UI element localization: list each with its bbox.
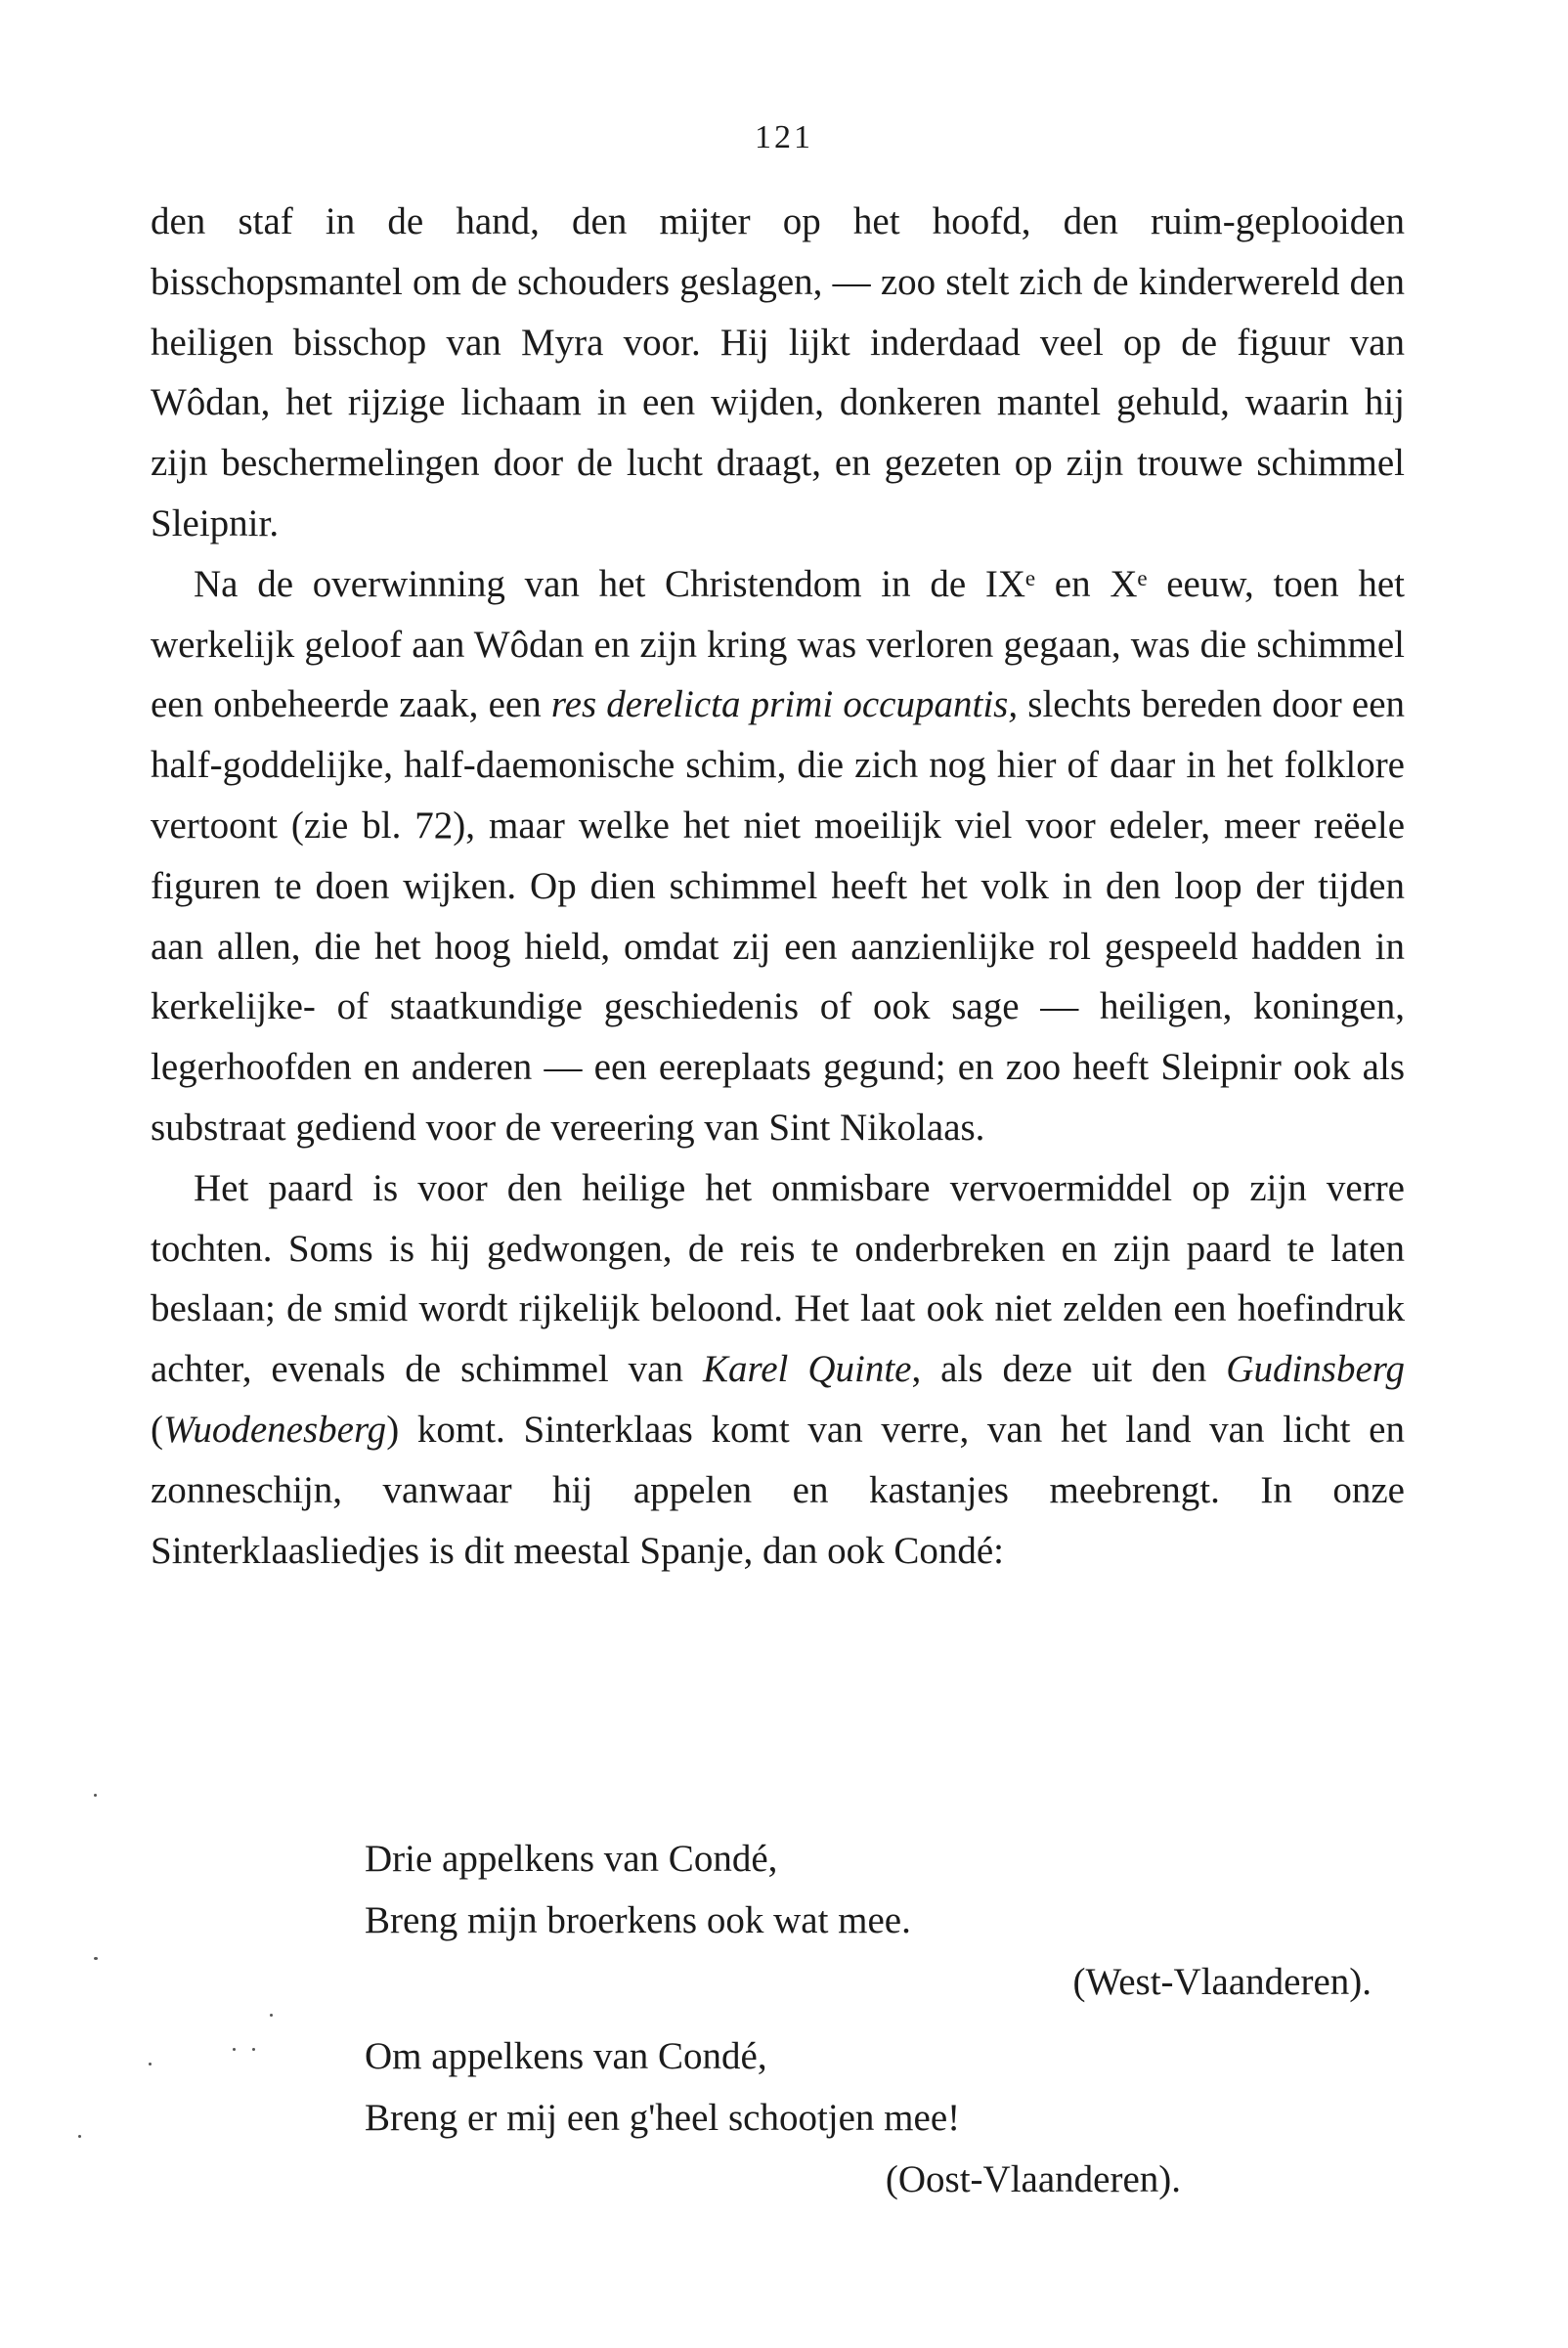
scan-speck <box>78 2135 81 2138</box>
name-karel-quinte: Karel Quinte <box>702 1348 912 1391</box>
name-wuodenesberg: Wuodenesberg <box>163 1408 387 1451</box>
paragraph-3-mid: , als deze uit den <box>911 1348 1227 1391</box>
verse-source: (Oost-Vlaanderen). <box>885 2158 1181 2200</box>
paragraph-2-start: Na de overwinning van het Christendom in de IXᵉ en Xᵉ eeuw, toen het werkelijk geloof aan Wôdan en zijn kring was verloren gegaan, was die schimmel een onbeheerde zaak, een <box>151 562 1405 726</box>
page-number: 121 <box>755 119 813 155</box>
body-text <box>151 192 1405 1581</box>
latin-phrase: res derelicta primi occupantis, <box>550 683 1019 726</box>
paragraph-3-end: komt. Sinterklaas komt van verre, van het land van licht en zonneschijn, vanwaar hij appelen en kastanjes meebrengt. In onze Sinterklaasliedjes is dit meestal Spanje, dan ook Condé: <box>151 1408 1405 1572</box>
paragraph-3-start: Het paard is voor den heilige het onmisbare vervoermiddel op zijn verre tochten. Soms is hij gedwongen, de reis te onderbreken en zijn paard te laten beslaan; de smid wordt rijkelijk beloond. Het laat ook niet zelden een hoefindruk achter, evenals de schimmel van <box>151 1166 1405 1391</box>
scan-speck <box>270 2014 273 2017</box>
paragraph-1: den staf in de hand, den mijter op het hoofd, den ruim-geplooiden bisschopsmantel om de schouders geslagen, — zoo stelt zich de kinderwereld den heiligen bisschop van Myra voor. Hij lijkt inderdaad veel op de figuur van Wôdan, het rijzige lichaam in een wijden, donkeren mantel gehuld, waarin hij zijn beschermelingen door de lucht draagt, en gezeten op zijn trouwe schimmel Sleipnir. <box>151 200 1405 544</box>
paragraph-2 <box>151 554 1405 1158</box>
paren-open: ( <box>151 1408 163 1451</box>
paragraph-3 <box>151 1158 1405 1582</box>
verse-oost-vlaanderen <box>365 2025 1401 2210</box>
name-gudinsberg: Gudinsberg <box>1226 1348 1405 1391</box>
verse-line: Drie appelkens van Condé, <box>365 1838 778 1880</box>
scan-speck <box>252 2048 255 2051</box>
scan-speck <box>94 1794 97 1797</box>
scan-speck <box>149 2063 152 2065</box>
verse-line: Breng er mij een g'heel schootjen mee! <box>365 2097 961 2139</box>
verse-line: Breng mijn broerkens ook wat mee. <box>365 1899 911 1941</box>
verse-west-vlaanderen <box>365 1828 1401 2013</box>
verse-source: (West-Vlaanderen). <box>1072 1961 1372 2003</box>
verse-line: Om appelkens van Condé, <box>365 2035 767 2077</box>
scan-speck <box>94 1957 98 1960</box>
scan-speck <box>233 2048 236 2051</box>
paragraph-2-end: slechts bereden door een half-goddelijke, half-daemonische schim, die zich nog hier of daar in het folklore vertoont (zie bl. 72), maar welke het niet moeilijk viel voor edeler, meer reëele figuren te doen wijken. Op dien schimmel heeft het volk in den loop der tijden aan allen, die het hoog hield, omdat zij een aanzienlijke rol gespeeld hadden in kerkelijke- of staatkundige geschiedenis of ook sage — heiligen, koningen, legerhoofden en anderen — een eereplaats gegund; en zoo heeft Sleipnir ook als substraat gediend voor de vereering van Sint Nikolaas. <box>151 683 1406 1149</box>
paren-close: ) <box>386 1408 400 1451</box>
